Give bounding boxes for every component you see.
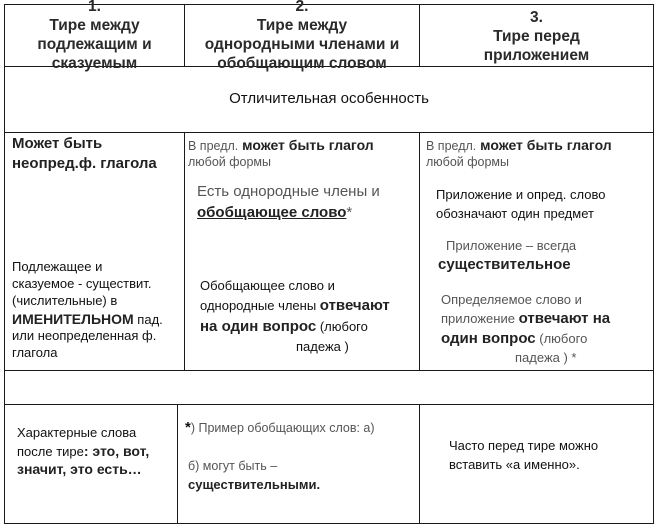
- defined-verb: отвечают на: [518, 310, 611, 327]
- predl-prefix: В предл.: [426, 139, 477, 153]
- table-border-left: [4, 4, 5, 524]
- col3-noun-line: Приложение – всегда: [446, 238, 577, 253]
- keywords-prefix: после тире: [17, 444, 84, 459]
- predl-prefix: В предл.: [188, 139, 239, 153]
- col2-homog-line: Есть однородные члены и: [197, 183, 380, 200]
- col3-defined-line: Определяемое слово и: [441, 292, 582, 307]
- features-divider: [4, 370, 654, 371]
- column-title-line: однородными членами и: [204, 36, 400, 53]
- example-intro: ) Пример обобщающих слов: а): [190, 421, 375, 435]
- column-header-3: [420, 4, 653, 66]
- col1-keywords-line: [17, 442, 149, 461]
- generalizing-word: обобщающее слово: [197, 204, 347, 221]
- table-border-bottom: [4, 523, 654, 524]
- empty-row-divider: [4, 404, 654, 405]
- col-divider-1-mid: [184, 132, 185, 370]
- col-divider-2-bottom: [419, 404, 420, 523]
- col3-defined-line: [441, 310, 610, 328]
- col2-answer-line: падежа ): [296, 339, 349, 354]
- answer-verb: отвечают: [319, 297, 390, 314]
- col3-insert-line: вставить «а именно».: [449, 457, 580, 472]
- answer-prefix: однородные члены: [200, 298, 320, 313]
- column-title-line: подлежащим и: [37, 36, 152, 53]
- column-number: 1.: [88, 0, 101, 15]
- col2-answer-line: [200, 297, 390, 315]
- col-divider-1-bottom: [177, 404, 178, 523]
- col3-insert-line: Часто перед тире можно: [449, 438, 599, 453]
- answer-suffix: (любого: [316, 319, 368, 334]
- keywords-list: : это, вот,: [83, 443, 150, 459]
- col3-predl-line: любой формы: [426, 155, 510, 169]
- col1-note-line: сказуемое - существит.: [12, 276, 152, 291]
- col2-predl-line: любой формы: [188, 155, 272, 169]
- col1-note-line: или неопределенная ф.: [12, 328, 157, 343]
- column-title-line: Тире между: [49, 17, 140, 34]
- col1-note-line: глагола: [12, 345, 58, 360]
- column-title-line: сказуемым: [51, 55, 138, 72]
- col1-keywords-line: значит, это есть…: [17, 461, 142, 477]
- col2-example-line: б) могут быть –: [188, 459, 278, 473]
- col3-defined-line: [441, 330, 587, 348]
- col-divider-2-mid: [419, 132, 420, 370]
- defined-prefix: приложение: [441, 311, 519, 326]
- table-border-right: [653, 4, 654, 524]
- column-header-1: [5, 0, 184, 72]
- column-title-line: приложением: [483, 47, 590, 64]
- defined-suffix: (любого: [535, 331, 588, 346]
- column-title-line: Тире перед: [493, 28, 580, 45]
- col2-answer-line: [200, 318, 368, 336]
- section-title-divider: [4, 132, 654, 133]
- col1-note-line: Подлежащее и: [12, 259, 103, 274]
- col1-feature-line: Может быть: [12, 135, 103, 152]
- footnote-star: *: [346, 204, 353, 221]
- column-header-2: [185, 0, 419, 72]
- case-name: ИМЕНИТЕЛЬНОМ: [12, 311, 134, 327]
- predl-verb: может быть глагол: [476, 137, 612, 153]
- col2-homog-line: [197, 204, 352, 222]
- col3-noun-line: существительное: [438, 256, 571, 273]
- col1-note-line: (числительные) в: [12, 293, 118, 308]
- col2-answer-line: Обобщающее слово и: [200, 278, 335, 293]
- answer-question: на один вопрос: [200, 318, 317, 335]
- column-title-line: Тире между: [256, 17, 348, 34]
- col2-example-line: [185, 419, 375, 437]
- column-number: 2.: [295, 0, 309, 15]
- column-number: 3.: [530, 9, 543, 26]
- footnote-star: *: [185, 419, 191, 436]
- col3-appos-line: обозначают один предмет: [436, 206, 594, 221]
- predl-verb: может быть глагол: [238, 137, 374, 153]
- col1-keywords-line: Характерные слова: [17, 425, 137, 440]
- col3-defined-line: падежа ) *: [515, 350, 577, 365]
- col1-feature-line: неопред.ф. глагола: [12, 155, 157, 172]
- col2-example-line: существительными.: [188, 477, 321, 492]
- case-suffix: пад.: [133, 312, 163, 327]
- defined-question: один вопрос: [441, 330, 536, 347]
- section-title: Отличительная особенность: [229, 90, 429, 107]
- col3-appos-line: Приложение и опред. слово: [436, 187, 606, 202]
- column-title-line: обобщающим словом: [217, 55, 387, 72]
